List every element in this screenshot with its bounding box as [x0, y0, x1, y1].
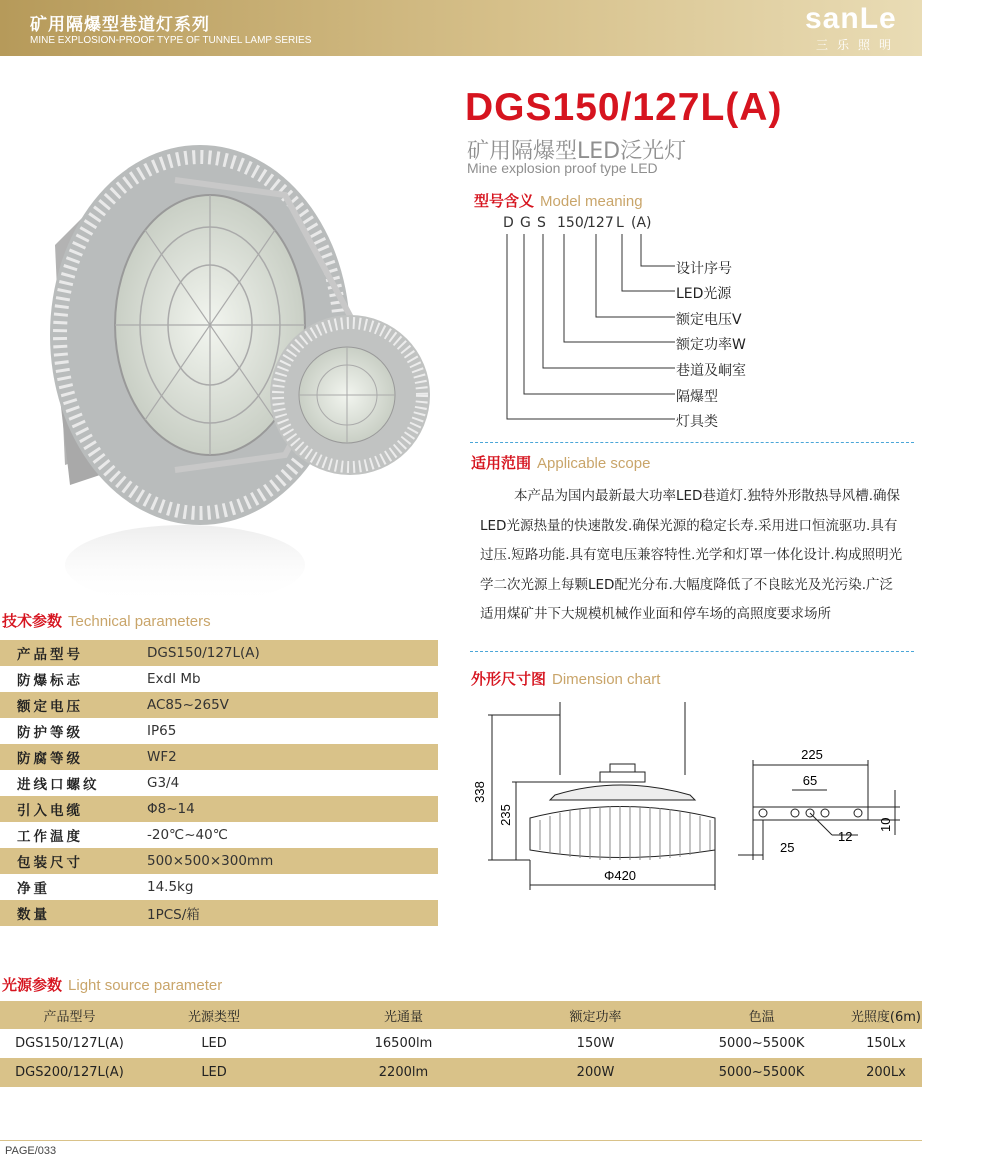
- table-row: [0, 770, 438, 796]
- param-value: Φ8~14: [147, 801, 195, 817]
- param-value: G3/4: [147, 775, 180, 791]
- param-value: IP65: [147, 723, 177, 739]
- param-key: 防爆标志: [17, 673, 83, 689]
- column-header: 色温: [673, 1001, 850, 1029]
- param-value: -20℃~40℃: [147, 827, 228, 843]
- table-row: [0, 744, 438, 770]
- table-cell: DGS150/127L(A): [15, 1036, 124, 1051]
- table-cell: 16500lm: [374, 1036, 433, 1051]
- param-key: 引入电缆: [17, 803, 83, 819]
- tech-params-table: [0, 640, 438, 926]
- dim-label-diameter: Φ420: [603, 868, 637, 883]
- param-key: 防腐等级: [17, 751, 83, 767]
- heading-cn: 技术参数: [2, 612, 63, 630]
- dim-label-thickness: 10: [878, 817, 893, 832]
- table-row: [0, 796, 438, 822]
- table-cell: LED: [201, 1036, 227, 1051]
- model-meaning-label: 额定功率W: [676, 337, 746, 353]
- scope-description: [480, 482, 912, 630]
- table-row: [0, 1029, 922, 1058]
- model-meaning-label: 灯具类: [676, 414, 718, 430]
- scope-line: 学二次光源上每颗LED配光分布.大幅度降低了不良眩光及光污染.广泛: [480, 576, 894, 593]
- table-row: [0, 718, 438, 744]
- code-part: D: [503, 215, 514, 231]
- param-key: 工作温度: [17, 829, 83, 845]
- param-key: 防护等级: [17, 725, 83, 741]
- code-part: S: [537, 215, 546, 231]
- param-key: 包装尺寸: [17, 855, 83, 871]
- code-part: (A): [631, 215, 652, 231]
- heading-cn: 外形尺寸图: [471, 670, 547, 688]
- heading-en: Light source parameter: [68, 977, 223, 994]
- column-header: 光源类型: [139, 1001, 289, 1029]
- model-meaning-label: LED光源: [676, 286, 732, 302]
- model-meaning-heading: [474, 190, 643, 211]
- scope-line: LED光源热量的快速散发.确保光源的稳定长寿.采用进口恒流驱功.具有: [480, 517, 898, 534]
- product-photo: [25, 95, 445, 605]
- param-value: 14.5kg: [147, 879, 194, 895]
- divider: [470, 442, 914, 443]
- heading-cn: 光源参数: [2, 976, 63, 994]
- param-key: 数量: [17, 907, 50, 923]
- page-number: PAGE/033: [5, 1145, 57, 1157]
- model-meaning-label: 隔爆型: [676, 389, 718, 405]
- code-part: L: [616, 215, 624, 231]
- table-row: [0, 822, 438, 848]
- table-cell: 5000~5500K: [673, 1058, 850, 1087]
- model-meaning-label: 巷道及峒室: [676, 363, 746, 379]
- table-row: [0, 900, 438, 926]
- heading-en: Applicable scope: [537, 455, 651, 472]
- product-name-en: Mine explosion proof type LED: [467, 160, 658, 176]
- param-key: 额定电压: [17, 699, 83, 715]
- dim-label-hole: 12: [838, 829, 853, 844]
- table-cell: 200W: [518, 1058, 674, 1087]
- brand-logo: sanLe: [805, 2, 897, 35]
- table-cell: 200Lx: [850, 1058, 922, 1087]
- dimension-drawing: [470, 700, 915, 900]
- dimension-heading: [471, 668, 660, 689]
- table-row: [0, 666, 438, 692]
- param-key: 产品型号: [17, 647, 83, 663]
- column-header: 光照度(6m): [850, 1001, 922, 1029]
- table-cell: 2200lm: [289, 1058, 518, 1087]
- column-header: 额定功率: [518, 1001, 674, 1029]
- code-part: 127: [587, 215, 614, 231]
- table-row: [0, 640, 438, 666]
- product-name-cn: 矿用隔爆型LED泛光灯: [467, 139, 687, 164]
- param-value: DGS150/127L(A): [147, 645, 260, 661]
- heading-cn: 型号含义: [474, 192, 535, 210]
- dim-label-hole-span: 65: [802, 773, 818, 788]
- param-value: ExdI Mb: [147, 671, 201, 687]
- table-cell: 5000~5500K: [718, 1036, 805, 1051]
- dim-label-bracket-width: 225: [801, 747, 823, 762]
- column-header: 产品型号: [0, 1001, 139, 1029]
- table-header-row: [0, 1001, 922, 1029]
- table-cell: LED: [139, 1058, 289, 1087]
- model-meaning-label: 额定电压V: [676, 312, 742, 328]
- series-title-cn: 矿用隔爆型巷道灯系列: [30, 15, 210, 35]
- param-value: WF2: [147, 749, 177, 765]
- param-value: 1PCS/箱: [147, 907, 200, 923]
- table-row: [0, 848, 438, 874]
- table-row: [0, 874, 438, 900]
- scope-line: 过压.短路功能.具有宽电压兼容特性.光学和灯罩一体化设计.构成照明光: [480, 547, 903, 563]
- divider: [470, 651, 914, 652]
- column-header: 光通量: [289, 1001, 518, 1029]
- tech-heading: [2, 610, 211, 631]
- param-key: 进线口螺纹: [17, 777, 100, 793]
- table-row: [0, 1058, 922, 1087]
- table-cell: 150W: [576, 1036, 615, 1051]
- dim-label-height-body: 235: [498, 804, 513, 826]
- scope-line: 适用煤矿井下大规模机械作业面和停车场的高照度要求场所: [480, 606, 831, 622]
- dim-label-edge: 25: [780, 840, 795, 855]
- model-meaning-lines: [495, 232, 680, 432]
- product-model-title: DGS150/127L(A): [465, 86, 783, 129]
- heading-en: Model meaning: [540, 193, 643, 210]
- table-row: [0, 692, 438, 718]
- heading-en: Dimension chart: [552, 671, 661, 688]
- table-cell: 150Lx: [866, 1036, 906, 1051]
- param-value: 500×500×300mm: [147, 853, 274, 869]
- scope-line: 本产品为国内最新最大功率LED巷道灯.独特外形散热导风槽.确保: [514, 488, 901, 504]
- light-source-table: [0, 1001, 922, 1087]
- param-value: AC85~265V: [147, 697, 229, 713]
- code-part: 150/: [557, 215, 589, 231]
- scope-heading: [471, 452, 650, 473]
- footer-divider: [0, 1140, 922, 1141]
- heading-cn: 适用范围: [471, 454, 532, 472]
- heading-en: Technical parameters: [68, 613, 211, 630]
- series-title-en: MINE EXPLOSION-PROOF TYPE OF TUNNEL LAMP SERIES: [30, 35, 312, 46]
- light-source-heading: [2, 974, 222, 995]
- model-meaning-label: 设计序号: [676, 261, 732, 277]
- brand-logo-cn: 三乐照明: [816, 38, 901, 52]
- dim-label-height-total: 338: [472, 781, 487, 803]
- table-cell: DGS200/127L(A): [0, 1058, 139, 1087]
- param-key: 净重: [17, 881, 50, 897]
- code-part: G: [520, 215, 531, 231]
